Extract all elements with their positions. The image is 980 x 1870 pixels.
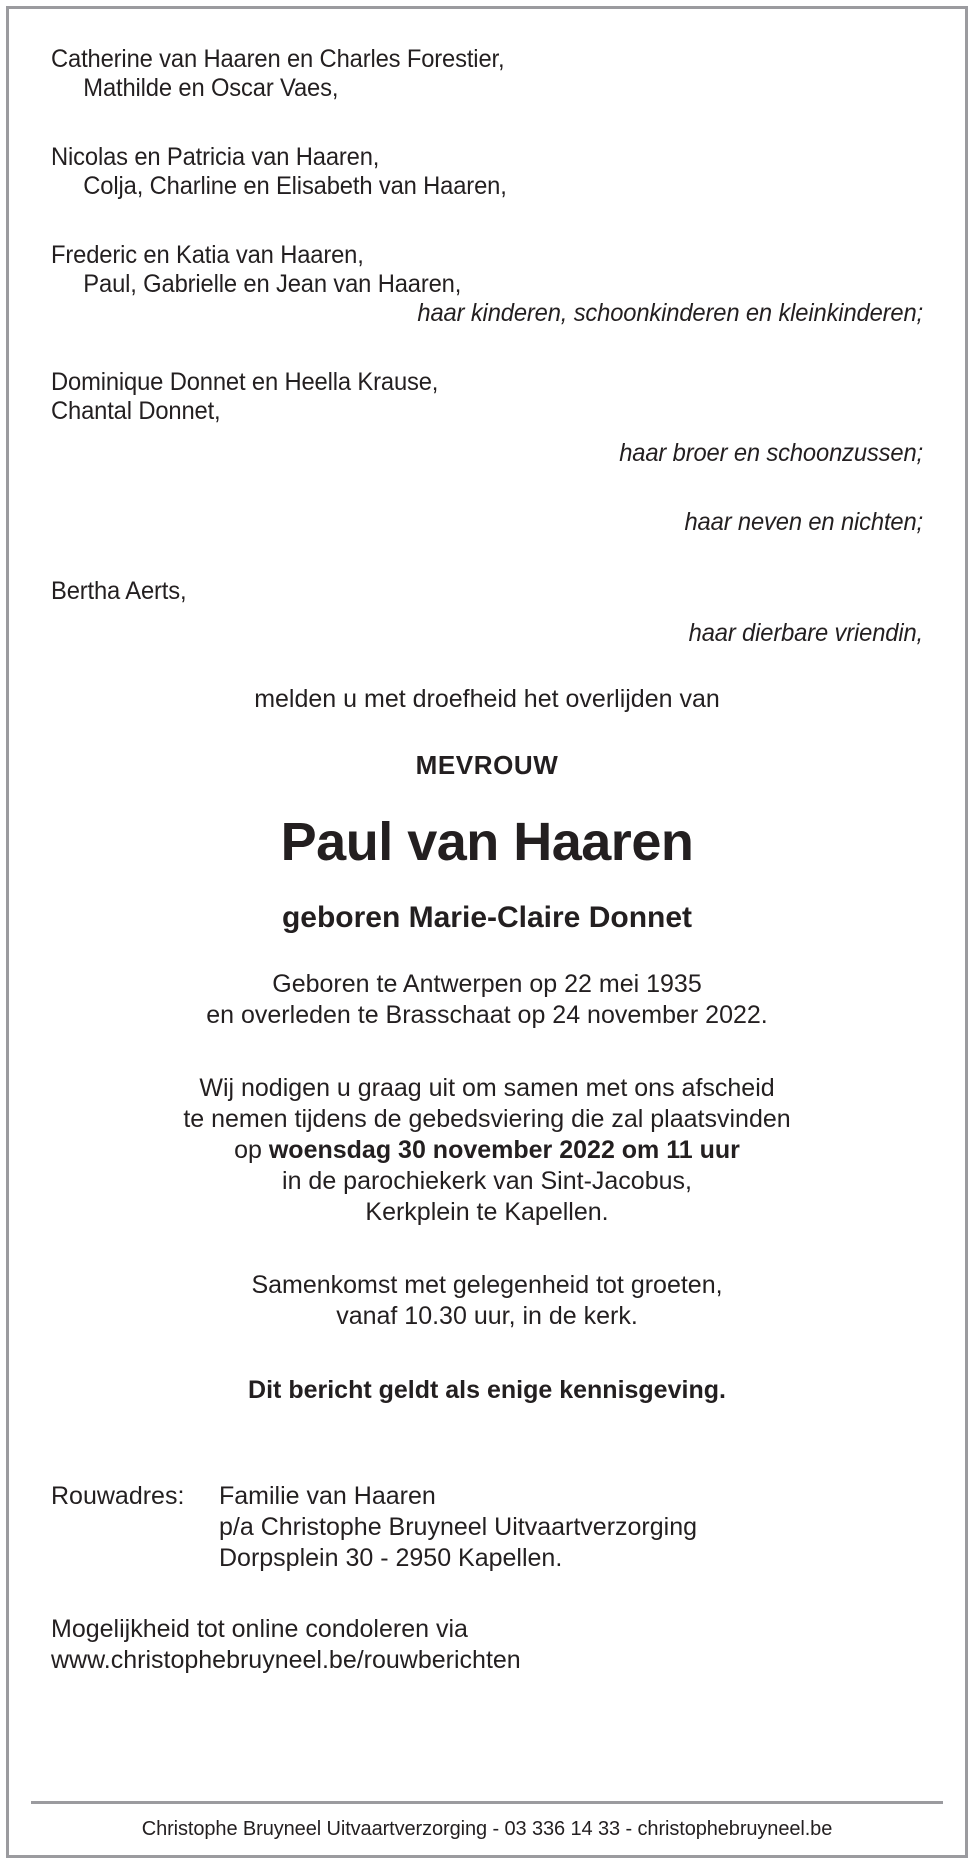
family-group (51, 508, 923, 537)
invitation-datetime-line (51, 1135, 923, 1166)
relation-descriptor: haar broer en schoonzussen; (619, 439, 923, 467)
family-line-primary: Nicolas en Patricia van Haaren, (51, 143, 380, 171)
footer (9, 1801, 965, 1841)
family-line-primary: Catherine van Haaren en Charles Forestier, (51, 45, 505, 73)
death-notice-card (6, 6, 968, 1858)
address-line: p/a Christophe Bruyneel Uitvaartverzorging (219, 1513, 698, 1541)
single-notice-statement: Dit bericht geldt als enige kennisgeving. (248, 1376, 726, 1404)
honorific-title: MEVROUW (415, 750, 559, 780)
spacer (51, 103, 923, 143)
family-line-primary: Chantal Donnet, (51, 397, 221, 425)
family-listing (51, 9, 923, 648)
family-group (51, 577, 923, 648)
gathering-line-1: Samenkomst met gelegenheid tot groeten, (251, 1271, 723, 1299)
spacer (51, 328, 923, 368)
invitation-line-1: Wij nodigen u graag uit om samen met ons afscheid (199, 1074, 775, 1102)
ceremony-invitation (51, 1073, 923, 1228)
invitation-prefix: op (234, 1136, 269, 1164)
spacer (51, 537, 923, 577)
family-group (51, 368, 923, 468)
maiden-name: geboren Marie-Claire Donnet (281, 901, 693, 934)
gathering-info (51, 1270, 923, 1332)
spacer (51, 606, 923, 619)
spacer (51, 426, 923, 439)
family-group (51, 241, 923, 328)
ceremony-address: Kerkplein te Kapellen. (365, 1198, 609, 1226)
online-condolence-url[interactable]: www.christophebruyneel.be/rouwberichten (51, 1646, 521, 1674)
relation-descriptor: haar kinderen, schoonkinderen en kleinkinderen; (417, 299, 923, 327)
life-dates (51, 969, 923, 1031)
ceremony-venue: in de parochiekerk van Sint-Jacobus, (282, 1167, 692, 1195)
address-line: Dorpsplein 30 - 2950 Kapellen. (219, 1544, 563, 1572)
family-line-indented: Colja, Charline en Elisabeth van Haaren, (83, 172, 507, 200)
family-group (51, 45, 923, 103)
birth-line: Geboren te Antwerpen op 22 mei 1935 (272, 970, 702, 998)
spacer (51, 468, 923, 508)
spacer (51, 201, 923, 241)
family-line-primary: Bertha Aerts, (51, 577, 187, 605)
mourning-address-label: Rouwadres: (51, 1482, 185, 1510)
funeral-home-contact: Christophe Bruyneel Uitvaartverzorging - 03 336 14 33 - christophebruyneel.be (141, 1818, 833, 1840)
notice-content (9, 9, 965, 1855)
gathering-line-2: vanaf 10.30 uur, in de kerk. (336, 1302, 638, 1330)
family-line-indented: Paul, Gabrielle en Jean van Haaren, (83, 270, 462, 298)
family-line-primary: Dominique Donnet en Heella Krause, (51, 368, 439, 396)
relation-descriptor: haar dierbare vriendin, (688, 619, 923, 647)
deceased-name: Paul van Haaren (280, 812, 694, 872)
ceremony-datetime: woensdag 30 november 2022 om 11 uur (268, 1136, 740, 1164)
online-condolence-label: Mogelijkheid tot online condoleren via (51, 1615, 468, 1643)
family-line-indented: Mathilde en Oscar Vaes, (83, 74, 339, 102)
mourning-address-lines (219, 1481, 923, 1574)
mourning-address (51, 1481, 923, 1574)
family-line-primary: Frederic en Katia van Haaren, (51, 241, 364, 269)
invitation-line-2: te nemen tijdens de gebedsviering die zal plaatsvinden (183, 1105, 791, 1133)
announcement-lead: melden u met droefheid het overlijden van (254, 685, 720, 713)
family-group (51, 143, 923, 201)
relation-descriptor: haar neven en nichten; (684, 508, 923, 536)
address-line: Familie van Haaren (219, 1482, 436, 1510)
online-condolence (51, 1614, 923, 1676)
death-line: en overleden te Brasschaat op 24 november 2022. (206, 1001, 768, 1029)
